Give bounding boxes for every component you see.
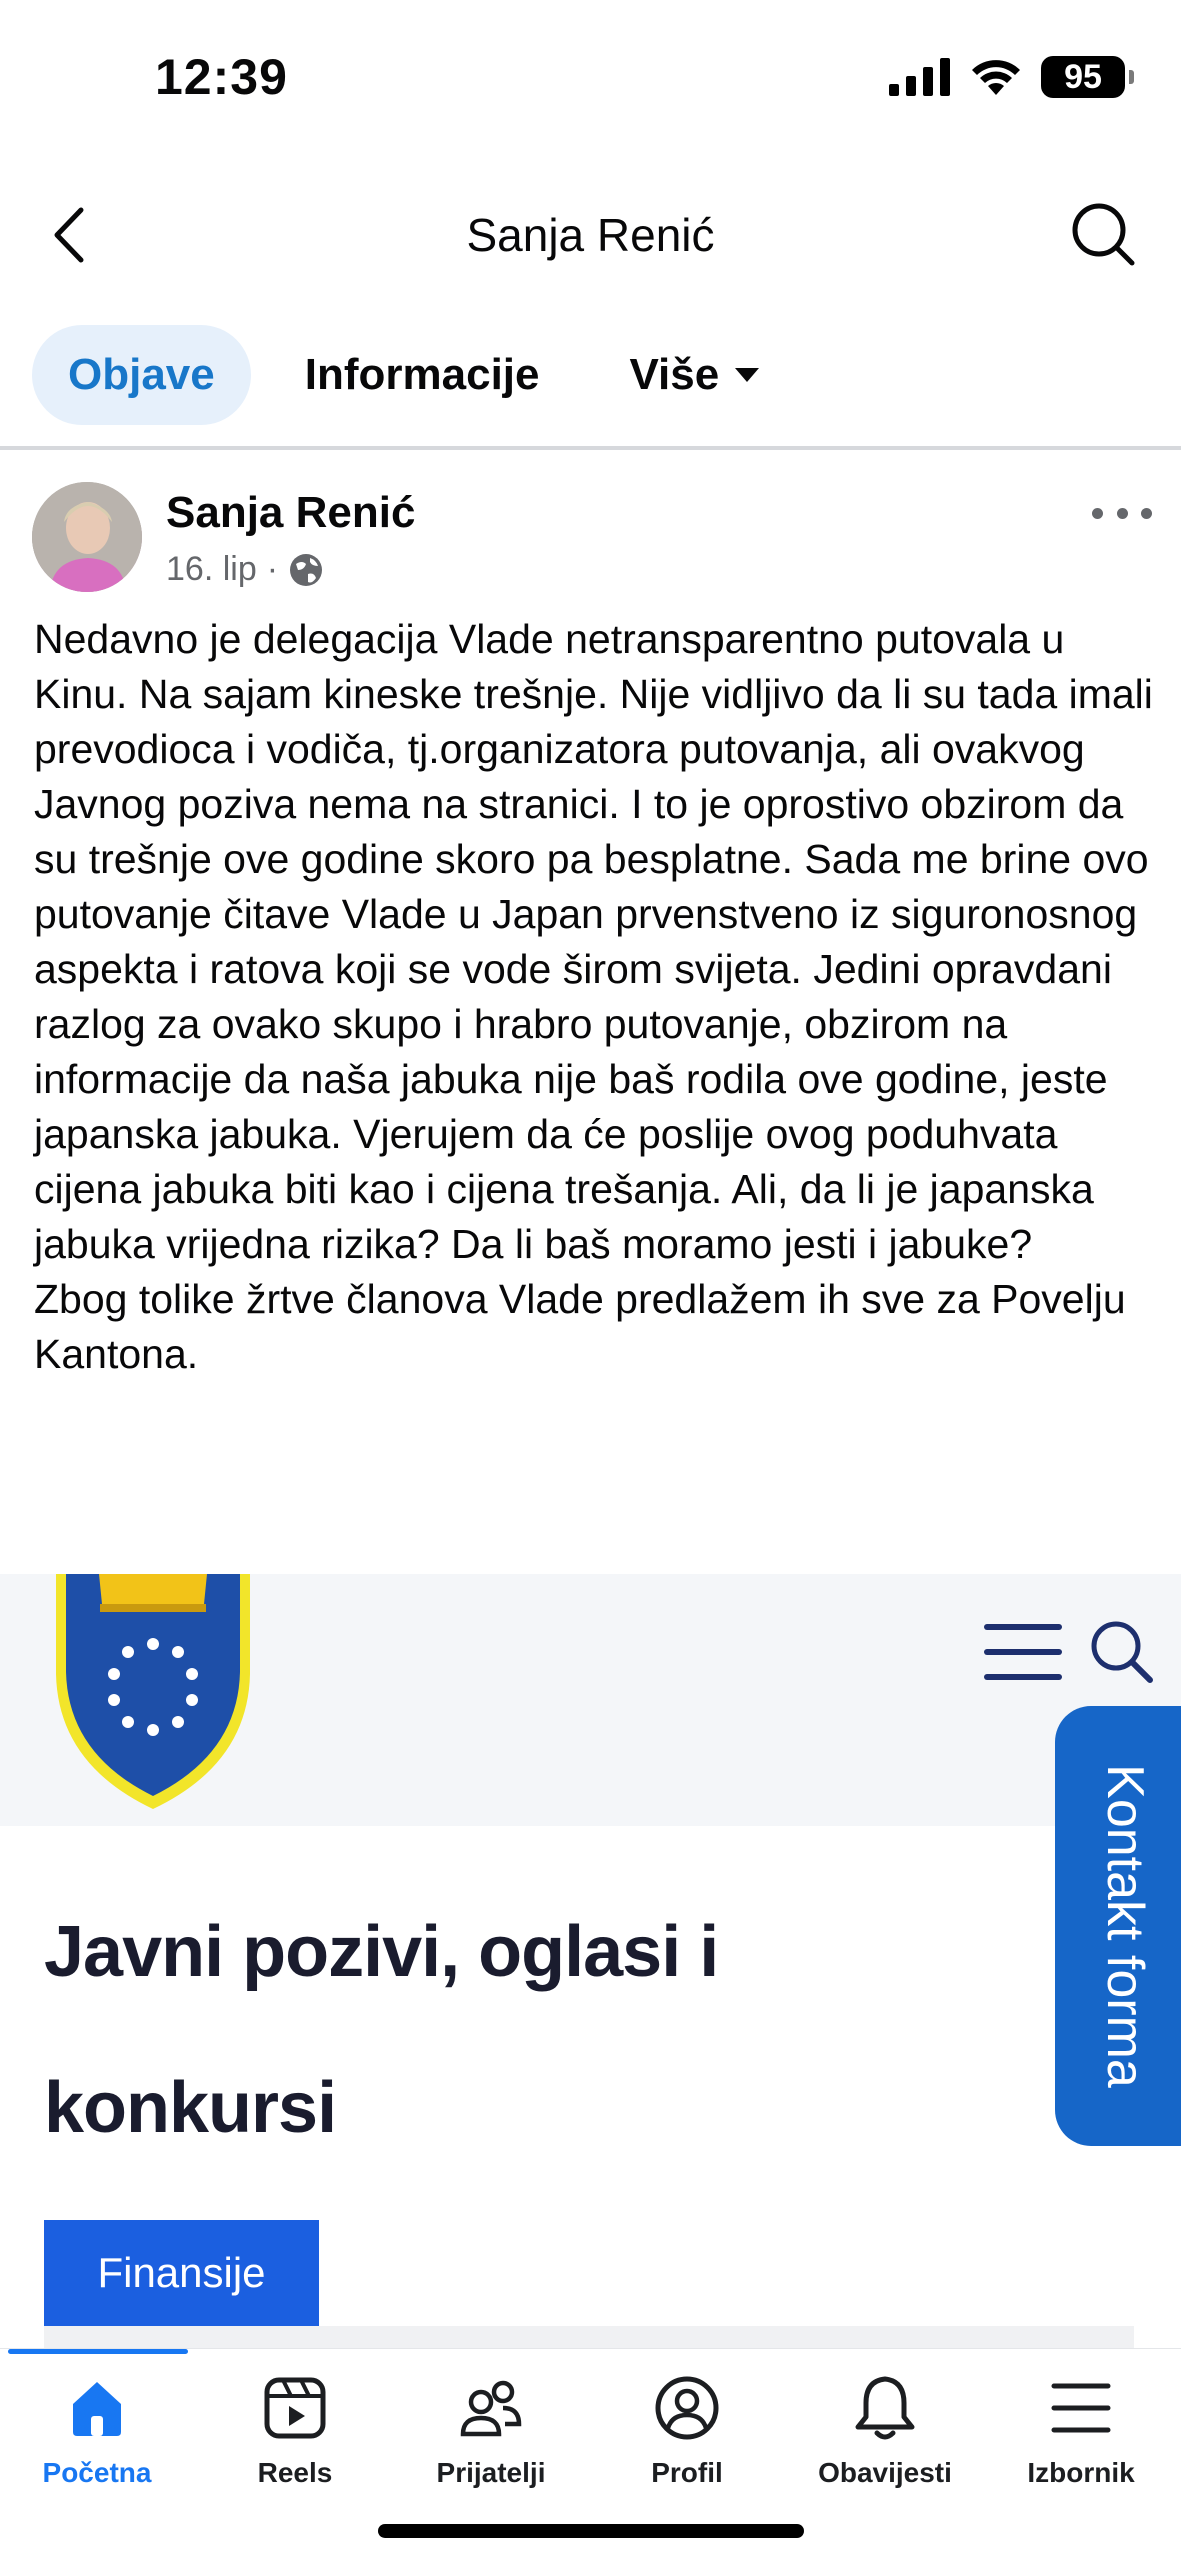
tab-informacije[interactable]: Informacije [304, 350, 540, 399]
post-header [32, 480, 1152, 600]
status-bar [0, 0, 1181, 160]
contact-form-tab: Kontakt forma [1055, 1706, 1181, 2146]
nav-menu[interactable]: Izbornik [986, 2373, 1176, 2493]
nav-profile[interactable]: Profil [592, 2373, 782, 2493]
post-image[interactable] [0, 1574, 1181, 2350]
tabs-divider [0, 446, 1181, 450]
dot-icon [1141, 508, 1152, 519]
post-author[interactable]: Sanja Renić [166, 488, 416, 537]
tab-objave[interactable]: Objave [32, 325, 251, 425]
home-icon [62, 2373, 132, 2443]
friends-icon [456, 2373, 526, 2443]
signal-icon [889, 58, 951, 96]
wifi-icon [969, 57, 1023, 97]
bell-icon [850, 2373, 920, 2443]
reels-icon [260, 2373, 330, 2443]
dot-icon [1092, 508, 1103, 519]
home-indicator[interactable] [378, 2524, 804, 2538]
embedded-page-title: Javni pozivi, oglasi i konkursi [44, 1912, 719, 2148]
post-text: Nedavno je delegacija Vlade netransparentno putovala u Kinu. Na sajam kineske trešnje. Nije vidljivo da li su tada imali prevodioca i vodiča, tj.organizatora putovanja, ali ovakvog Javnog poziva nema na stranici. I to je oprostivo obzirom da su trešnje ove godine skoro pa besplatne. Sada me brine ovo putovanje čitave Vlade u Japan prvenstveno iz siguronosnog aspekta i ratova koji se vode širom svijeta. Jedini opravdani razlog za ovako skupo i hrabro putovanje, obzirom na informacije da naša jabuka nije baš rodila ove godine, jeste japanska jabuka. Vjerujem da će poslije ovog poduhvata cijena jabuka biti kao i cijena trešanja. Ali, da li je japanska jabuka vrijedna rizika? Da li baš moramo jesti i jabuke? Zbog tolike žrtve članova Vlade predlažem ih sve za Povelju Kantona. [34, 616, 1153, 1377]
post-date[interactable]: 16. lip [166, 550, 257, 588]
avatar[interactable] [32, 482, 142, 592]
coat-of-arms-icon [48, 1574, 258, 1814]
nav-home[interactable]: Početna [2, 2373, 192, 2493]
avatar-image [32, 482, 142, 592]
embedded-content-edge [44, 2326, 1134, 2350]
page-title: Sanja Renić [466, 209, 715, 261]
meta-separator: · [266, 550, 279, 588]
embedded-search-icon [1088, 1618, 1158, 1688]
profile-tabs [32, 325, 813, 425]
search-button[interactable] [1065, 196, 1141, 272]
profile-icon [652, 2373, 722, 2443]
nav-reels[interactable]: Reels [200, 2373, 390, 2493]
status-time: 12:39 [155, 49, 288, 105]
status-icons [889, 56, 1125, 98]
globe-icon [288, 552, 324, 588]
caret-down-icon [735, 368, 759, 382]
finance-category-button: Finansije [44, 2220, 319, 2326]
search-icon [1070, 201, 1136, 267]
menu-icon [1046, 2373, 1116, 2443]
more-options-button[interactable] [1092, 498, 1152, 528]
nav-friends[interactable]: Prijatelji [396, 2373, 586, 2493]
dot-icon [1117, 508, 1128, 519]
page-header [0, 180, 1181, 290]
nav-notifications[interactable]: Obavijesti [790, 2373, 980, 2493]
tab-vise[interactable]: Više [594, 325, 796, 425]
embedded-menu-icon [984, 1624, 1062, 1680]
active-tab-indicator [8, 2349, 188, 2354]
post-meta [166, 550, 324, 589]
battery-icon: 95 [1041, 56, 1125, 98]
